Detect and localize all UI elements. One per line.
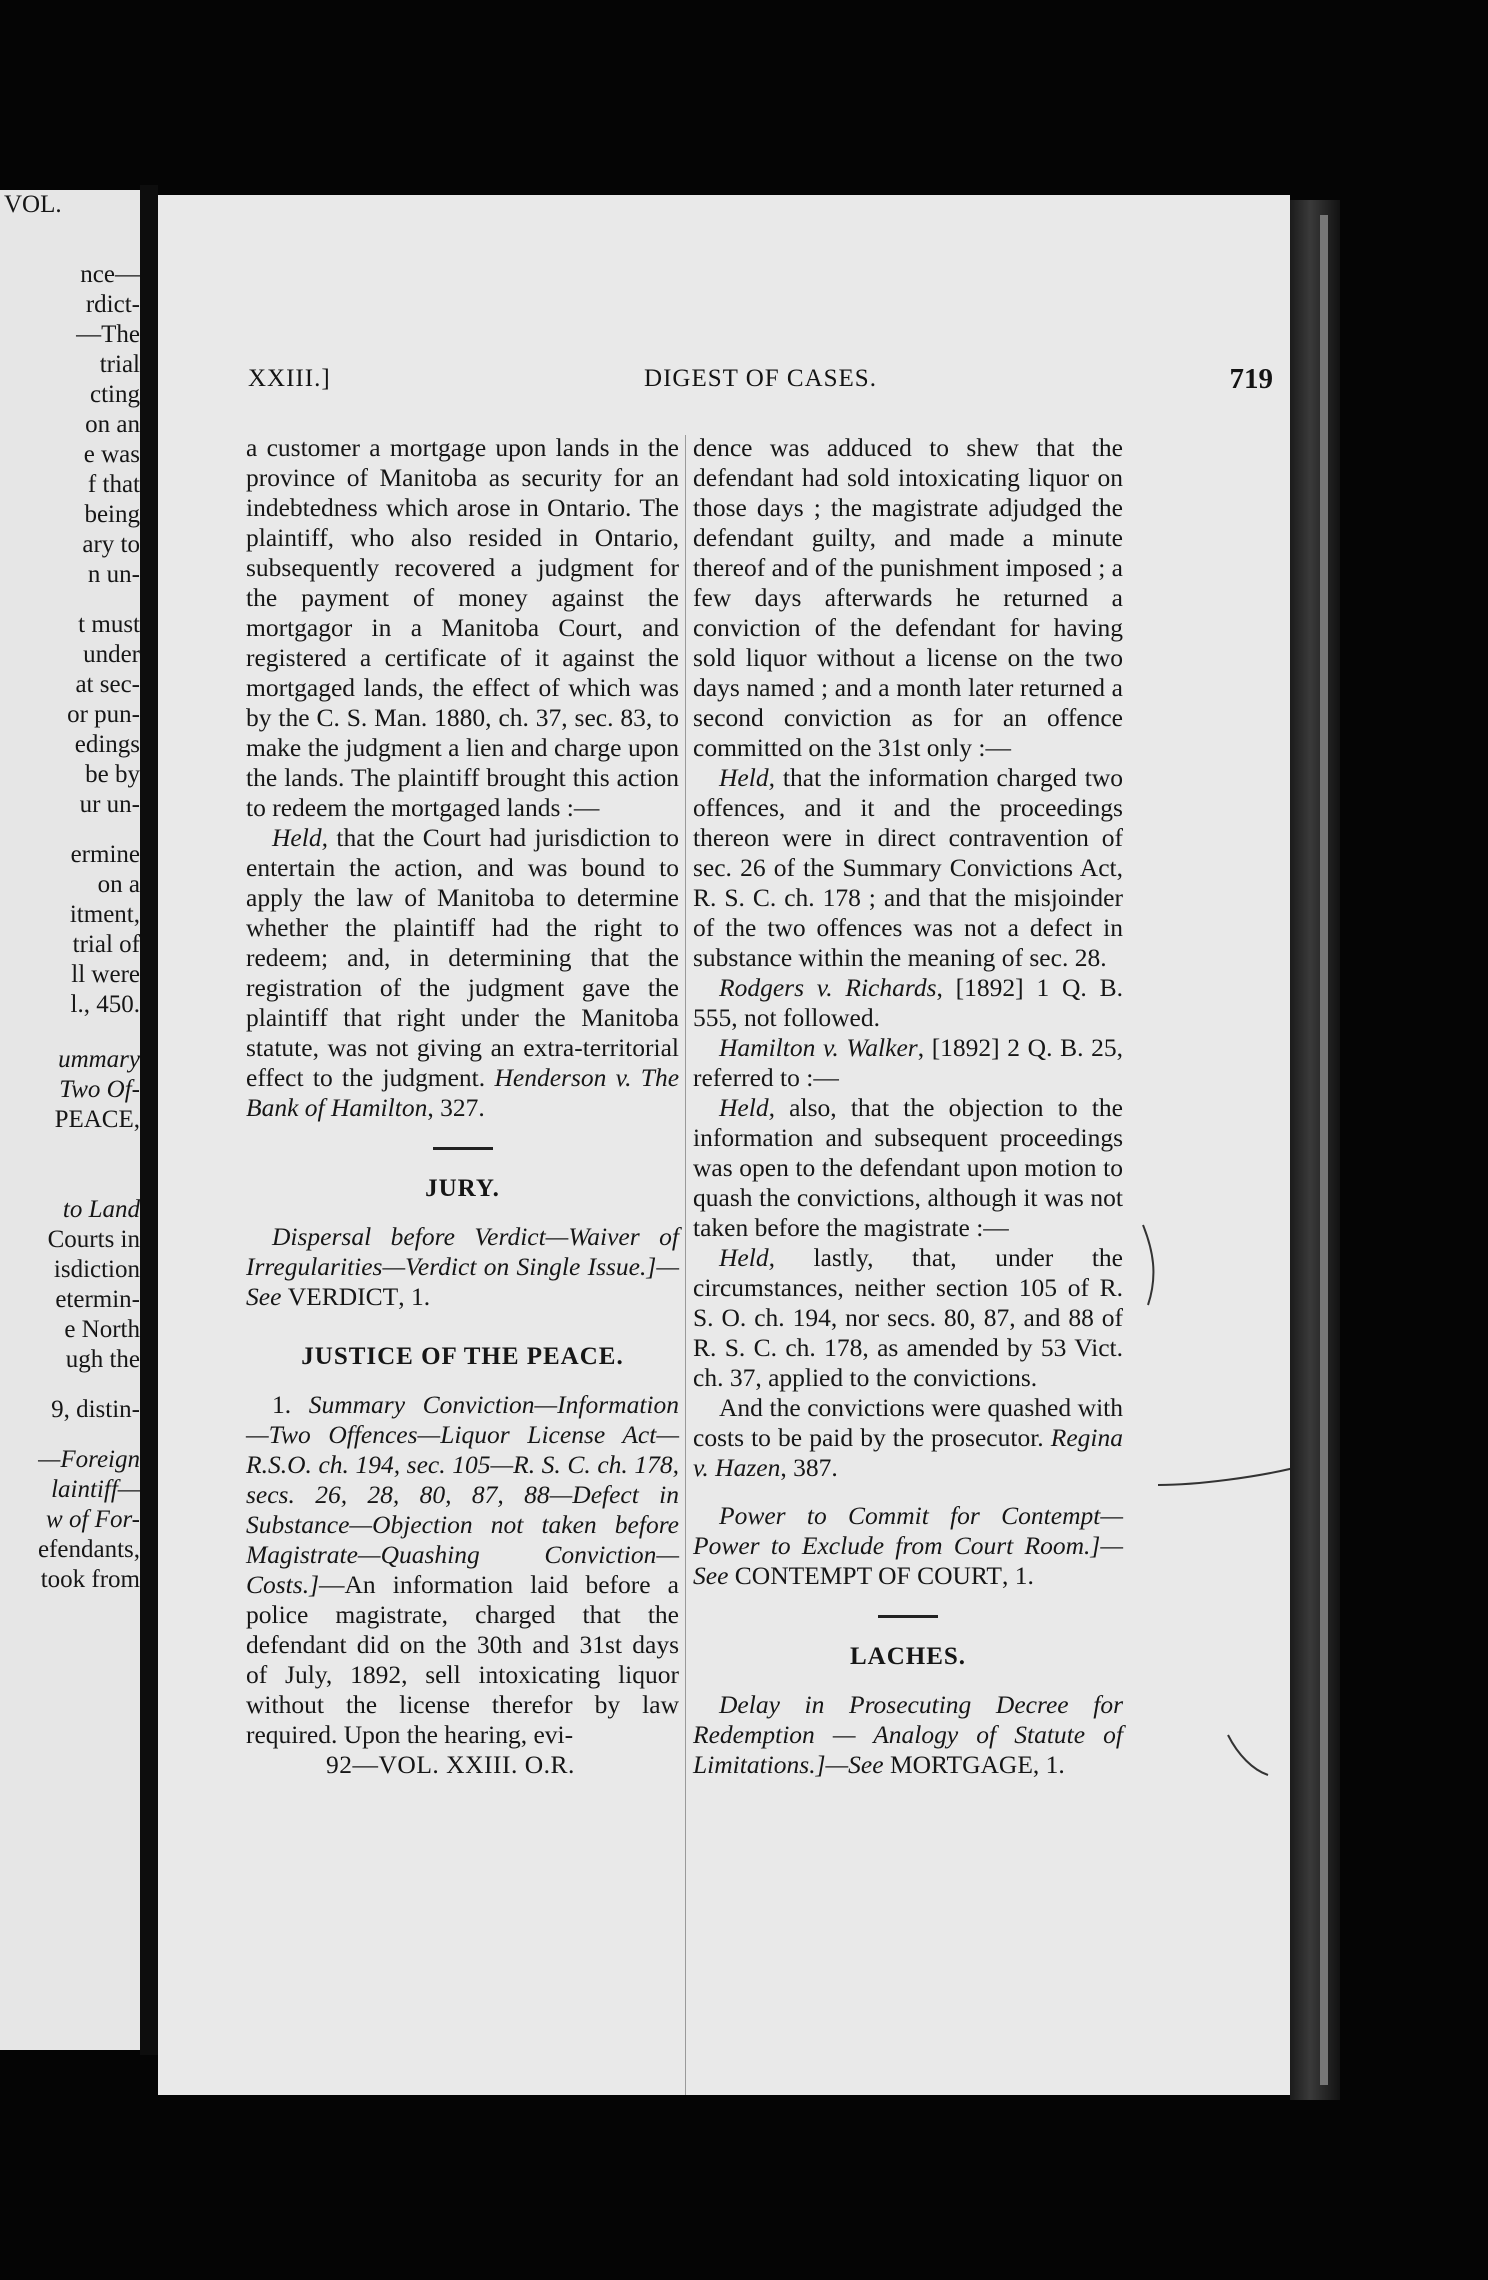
jp-entry-text: —An information laid before a police magistrate, charged that the defendant did on the 30th and 31st days of July, 1892, sell intoxicating liquor without the license therefor by law required. Upon the hearing, evi- bbox=[246, 1570, 679, 1749]
xref-topic: Power to Commit for Contempt—Power to Exclude from Court Room.] bbox=[693, 1501, 1123, 1560]
case-cite: , [1892] 1 Q. B. 555, not followed. bbox=[693, 973, 1123, 1032]
left-page-fragment: ummary bbox=[58, 1046, 140, 1073]
section-rule bbox=[878, 1615, 938, 1618]
left-page-fragment: e was bbox=[83, 441, 140, 468]
left-page-fragment: ll were bbox=[71, 961, 140, 988]
xref-jury-topic: Dispersal before Verdict—Waiver of Irregularities—Verdict on Single Issue.] bbox=[246, 1222, 679, 1281]
left-page-fragment: trial of bbox=[72, 931, 140, 958]
left-page-fragment: ermine bbox=[70, 841, 140, 868]
heading-justice-of-the-peace: JUSTICE OF THE PEACE. bbox=[301, 1343, 624, 1370]
left-page-fragment: itment, bbox=[69, 901, 140, 928]
xref-jury-target: VERDICT bbox=[287, 1282, 399, 1311]
signature-mark: 92—VOL. XXIII. O.R. bbox=[326, 1750, 575, 1779]
held-text: lastly, that, under the circumstances, neither section 105 of R. S. O. ch. 194, nor secs. 80, 87, and 88 of R. S. C. ch. 178, as amended by 53 Vict. ch. 37, applied to the convictions. bbox=[693, 1243, 1123, 1392]
xref-num: , 1. bbox=[1032, 1750, 1065, 1779]
page-edge-highlight bbox=[1320, 215, 1328, 2085]
left-column bbox=[246, 433, 679, 1780]
left-page-fragment: efendants, bbox=[37, 1536, 140, 1563]
left-page-fragment: trial bbox=[99, 351, 140, 378]
xref-jury-num: , 1. bbox=[398, 1282, 431, 1311]
left-page-fragment: took from bbox=[40, 1566, 140, 1593]
left-page-fragment: t must bbox=[78, 611, 140, 638]
case-name: Hamilton v. Walker bbox=[719, 1033, 918, 1062]
column-divider bbox=[685, 435, 686, 2095]
left-page-fragment: edings bbox=[74, 731, 140, 758]
volume-label: XXIII.] bbox=[248, 365, 331, 392]
left-page-fragment: —Foreign bbox=[38, 1446, 140, 1473]
left-page-fragment: under bbox=[83, 641, 140, 668]
case-cite: , [1892] 2 Q. B. 25, referred to :— bbox=[693, 1033, 1123, 1092]
left-page-fragment: nce— bbox=[80, 261, 140, 288]
held-paragraph-2 bbox=[693, 1093, 1123, 1243]
spacer bbox=[693, 1483, 1123, 1501]
jp-entry-1 bbox=[246, 1390, 679, 1750]
case-name: Rodgers v. Richards bbox=[719, 973, 937, 1002]
case-name: Regina v. Hazen bbox=[693, 1423, 1124, 1482]
left-page-fragment: Courts in bbox=[47, 1226, 140, 1253]
left-page-fragment: rdict- bbox=[85, 291, 140, 318]
case-cite: , 327. bbox=[427, 1093, 485, 1122]
left-page-fragment: n un- bbox=[87, 561, 140, 588]
left-page-fragment: isdiction bbox=[53, 1256, 140, 1283]
left-page-fragment: ur un- bbox=[79, 791, 140, 818]
held-label: Held, bbox=[272, 823, 328, 852]
left-neighbour-page bbox=[0, 190, 140, 2050]
left-page-fragment: Two Of- bbox=[59, 1076, 140, 1103]
case-reference-1 bbox=[693, 973, 1123, 1033]
held-paragraph bbox=[246, 823, 679, 1123]
left-page-fragment: —The bbox=[76, 321, 140, 348]
jp-entry-number: 1. bbox=[272, 1390, 292, 1419]
continued-paragraph: dence was adduced to shew that the defendant had sold intoxicating liquor on those days ; the magistrate adjudged the defendant guilty, and made a minute thereof and of the punishment imposed ; a few days afterwards he returned a conviction of the defendant for having sold liquor without a license on the two days named ; and a month later returned a second conviction as for an offence committed on the 31st only :— bbox=[693, 433, 1123, 762]
left-page-fragment: ugh the bbox=[65, 1346, 140, 1373]
jp-entry-topic: Summary Conviction—Information—Two Offences—Liquor License Act—R.S.O. ch. 194, sec. 105—R. S. C. ch. 178, secs. 26, 28, 80, 87, 88—Defect in Substance—Objection not taken before Magistrate—Quashing Conviction—Costs.] bbox=[246, 1390, 680, 1599]
book-gutter bbox=[140, 185, 158, 2055]
left-page-fragment: being bbox=[84, 501, 140, 528]
left-page-fragment: cting bbox=[90, 381, 140, 408]
left-page-fragment: on a bbox=[97, 871, 140, 898]
left-page-fragment: or pun- bbox=[67, 701, 140, 728]
quashed-text: And the convictions were quashed with costs to be paid by the prosecutor. bbox=[693, 1393, 1123, 1452]
held-paragraph-3 bbox=[693, 1243, 1123, 1393]
case-cite: , 387. bbox=[780, 1453, 838, 1482]
xref-power-to-commit bbox=[693, 1501, 1123, 1591]
left-page-fragment: at sec- bbox=[75, 671, 140, 698]
left-page-fragment: etermin- bbox=[55, 1286, 140, 1313]
left-page-fragment: on an bbox=[85, 411, 140, 438]
xref-see: —See bbox=[693, 1531, 1123, 1590]
held-text: also, that the objection to the information and subsequent proceedings was open to the defendant upon motion to quash the convictions, although it was not taken before the magistrate :— bbox=[693, 1093, 1123, 1242]
page-number: 719 bbox=[1229, 363, 1273, 395]
page-title: DIGEST OF CASES. bbox=[644, 365, 877, 392]
heading-jury: JURY. bbox=[425, 1175, 500, 1202]
right-column bbox=[693, 433, 1123, 1780]
held-label: Held, bbox=[719, 1243, 775, 1272]
section-rule bbox=[433, 1147, 493, 1150]
xref-topic: Delay in Prosecuting Decree for Redemption — Analogy of Statute of Limitations.] bbox=[693, 1690, 1123, 1779]
page-edge-shadow bbox=[1290, 200, 1340, 2100]
quashed-paragraph bbox=[693, 1393, 1123, 1483]
left-page-fragment: ary to bbox=[82, 531, 140, 558]
xref-laches bbox=[693, 1690, 1123, 1780]
held-text: that the information charged two offences, and it and the proceedings thereon were in direct contravention of sec. 26 of the Summary Convictions Act, R. S. C. ch. 178 ; and that the misjoinder of the two offences was not a defect in substance within the meaning of sec. 28. bbox=[693, 763, 1123, 972]
xref-see: —See bbox=[825, 1750, 884, 1779]
held-paragraph-1 bbox=[693, 763, 1123, 973]
left-page-fragment: f that bbox=[87, 471, 140, 498]
running-head bbox=[248, 365, 1273, 405]
xref-target: CONTEMPT OF COURT bbox=[734, 1561, 1002, 1590]
xref-num: , 1. bbox=[1001, 1561, 1034, 1590]
left-page-fragment: laintiff— bbox=[51, 1476, 140, 1503]
book-page bbox=[158, 195, 1290, 2095]
case-name: Henderson v. The Bank of Hamilton bbox=[246, 1063, 680, 1122]
left-page-fragment: l., 450. bbox=[70, 991, 140, 1018]
left-page-fragment: w of For- bbox=[46, 1506, 140, 1533]
left-page-fragment: be by bbox=[85, 761, 140, 788]
xref-jury bbox=[246, 1222, 679, 1312]
xref-target: MORTGAGE bbox=[889, 1750, 1033, 1779]
held-label: Held, bbox=[719, 1093, 775, 1122]
left-page-fragment: PEACE, bbox=[54, 1106, 140, 1133]
held-label: Held, bbox=[719, 763, 775, 792]
xref-jury-see: —See bbox=[246, 1252, 679, 1311]
left-page-fragment: 9, distin- bbox=[51, 1396, 140, 1423]
left-page-fragment: e North bbox=[64, 1316, 140, 1343]
left-page-fragment: to Land bbox=[62, 1196, 140, 1223]
continuation-paragraph: a customer a mortgage upon lands in the province of Manitoba as security for an indebtedness which arose in Ontario. The plaintiff, who also resided in Ontario, subsequently recovered a judgment for the payment of money against the mortgagor in a Manitoba Court, and registered a certificate of it against the mortgaged lands, the effect of which was by the C. S. Man. 1880, ch. 37, sec. 83, to make the judgment a lien and charge upon the lands. The plaintiff brought this action to redeem the mortgaged lands :— bbox=[246, 433, 679, 822]
left-page-fragment: VOL. bbox=[4, 191, 62, 218]
heading-laches: LACHES. bbox=[849, 1643, 967, 1670]
held-text: that the Court had jurisdiction to entertain the action, and was bound to apply the law of Manitoba to determine whether the plaintiff had the right to redeem; and, in determining that the registration of the judgment gave the plaintiff that right under the Manitoba statute, was not giving an extra-territorial effect to the judgment. bbox=[246, 823, 679, 1092]
case-reference-2 bbox=[693, 1033, 1123, 1093]
